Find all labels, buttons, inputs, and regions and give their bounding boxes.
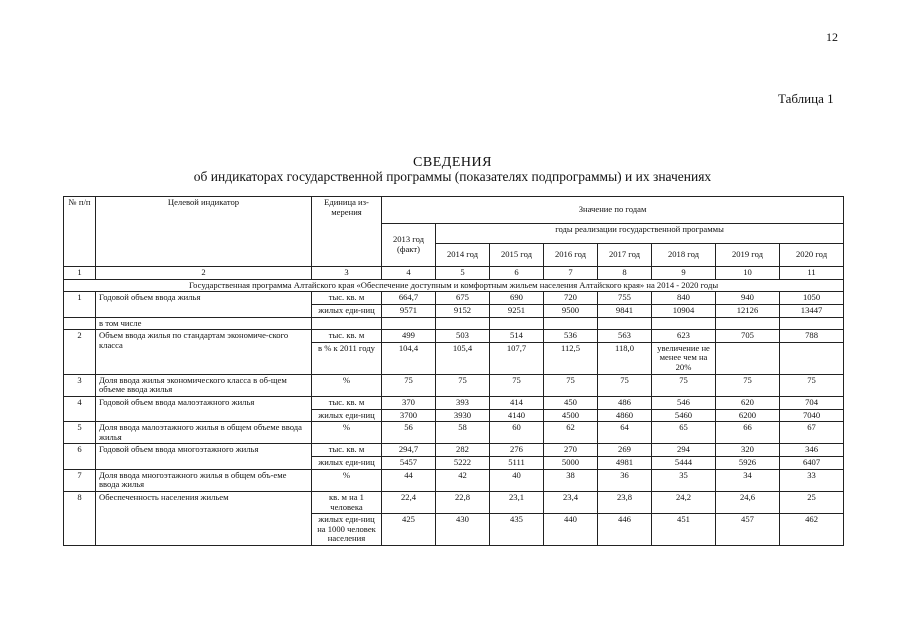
value-cell (652, 317, 716, 330)
page-number: 12 (826, 30, 838, 44)
value-cell: 35 (652, 469, 716, 491)
value-cell (716, 342, 780, 374)
indicator-name: в том числе (96, 317, 312, 330)
header-year: 2018 год (652, 244, 716, 267)
unit-cell: жилых еди-ниц (312, 304, 382, 317)
column-number: 7 (544, 267, 598, 280)
value-cell: 450 (544, 396, 598, 409)
value-cell: 40 (490, 469, 544, 491)
value-cell: 5457 (382, 457, 436, 470)
value-cell: 10904 (652, 304, 716, 317)
unit-cell: тыс. кв. м (312, 330, 382, 343)
unit-cell (312, 317, 382, 330)
row-number: 8 (64, 491, 96, 545)
value-cell: 105,4 (436, 342, 490, 374)
value-cell (544, 317, 598, 330)
value-cell: 22,4 (382, 491, 436, 513)
value-cell: 840 (652, 292, 716, 305)
header-year: 2017 год (598, 244, 652, 267)
header-indicator: Целевой индикатор (96, 197, 312, 267)
indicator-name: Годовой объем ввода жилья (96, 292, 312, 317)
value-cell: 446 (598, 514, 652, 546)
value-cell: 3700 (382, 409, 436, 422)
unit-cell: жилых еди-ниц (312, 409, 382, 422)
value-cell (490, 317, 544, 330)
value-cell: 320 (716, 444, 780, 457)
value-cell (716, 317, 780, 330)
value-cell: 65 (652, 422, 716, 444)
value-cell: 33 (780, 469, 844, 491)
value-cell: 4140 (490, 409, 544, 422)
value-cell: 112,5 (544, 342, 598, 374)
value-cell: 13447 (780, 304, 844, 317)
value-cell: 75 (490, 374, 544, 396)
column-number: 5 (436, 267, 490, 280)
unit-cell: жилых еди-ниц (312, 457, 382, 470)
indicator-name: Обеспеченность населения жильем (96, 491, 312, 545)
program-row (64, 279, 844, 292)
document-subtitle: об индикаторах государственной программы (показателях подпрограммы) и их значениях (193, 169, 712, 184)
row-number: 2 (64, 330, 96, 375)
value-cell: 788 (780, 330, 844, 343)
value-cell: 294 (652, 444, 716, 457)
value-cell: 75 (436, 374, 490, 396)
unit-cell: тыс. кв. м (312, 292, 382, 305)
value-cell: 24,2 (652, 491, 716, 513)
header-year: 2019 год (716, 244, 780, 267)
value-cell: 546 (652, 396, 716, 409)
value-cell: 9500 (544, 304, 598, 317)
value-cell (382, 317, 436, 330)
value-cell: 12126 (716, 304, 780, 317)
row-number (64, 317, 96, 330)
value-cell: 664,7 (382, 292, 436, 305)
value-cell: 5111 (490, 457, 544, 470)
value-cell: 499 (382, 330, 436, 343)
value-cell: 3930 (436, 409, 490, 422)
value-cell: 370 (382, 396, 436, 409)
unit-cell: тыс. кв. м (312, 396, 382, 409)
value-cell: 75 (652, 374, 716, 396)
value-cell: 675 (436, 292, 490, 305)
unit-cell: в % к 2011 году (312, 342, 382, 374)
value-cell: 60 (490, 422, 544, 444)
indicator-name: Доля ввода многоэтажного жилья в общем объ-еме ввода жилья (96, 469, 312, 491)
value-cell (598, 317, 652, 330)
value-cell: 6407 (780, 457, 844, 470)
value-cell: 940 (716, 292, 780, 305)
column-numbers-row (64, 267, 844, 280)
header-year: 2016 год (544, 244, 598, 267)
value-cell: 269 (598, 444, 652, 457)
header-year: 2014 год (436, 244, 490, 267)
value-cell: 270 (544, 444, 598, 457)
indicator-row (64, 317, 844, 330)
column-number: 3 (312, 267, 382, 280)
value-cell: 75 (780, 374, 844, 396)
indicator-row (64, 330, 844, 343)
column-number: 2 (96, 267, 312, 280)
column-number: 11 (780, 267, 844, 280)
value-cell: 1050 (780, 292, 844, 305)
value-cell: 64 (598, 422, 652, 444)
value-cell: 66 (716, 422, 780, 444)
indicator-name: Доля ввода жилья экономического класса в об-щем объеме ввода жилья (96, 374, 312, 396)
indicator-name: Годовой объем ввода многоэтажного жилья (96, 444, 312, 469)
unit-cell: жилых еди-ниц на 1000 человек населения (312, 514, 382, 546)
table-label: Таблица 1 (778, 91, 834, 106)
unit-cell: % (312, 469, 382, 491)
row-number: 6 (64, 444, 96, 469)
value-cell: 9841 (598, 304, 652, 317)
header-year: 2015 год (490, 244, 544, 267)
value-cell: 9571 (382, 304, 436, 317)
value-cell: 23,4 (544, 491, 598, 513)
row-number: 4 (64, 396, 96, 421)
value-cell: 282 (436, 444, 490, 457)
header-values-by-year: Значение по годам (382, 197, 844, 224)
value-cell: 4860 (598, 409, 652, 422)
value-cell: 23,1 (490, 491, 544, 513)
column-number: 9 (652, 267, 716, 280)
value-cell: 118,0 (598, 342, 652, 374)
indicators-table (63, 196, 844, 546)
value-cell: 4500 (544, 409, 598, 422)
program-title: Государственная программа Алтайского края «Обеспечение доступным и комфортным жильем населения Алтайского края» на 2014 - 2020 годы (64, 279, 844, 292)
unit-cell: % (312, 374, 382, 396)
value-cell: 704 (780, 396, 844, 409)
value-cell: 107,7 (490, 342, 544, 374)
value-cell: 67 (780, 422, 844, 444)
value-cell: 276 (490, 444, 544, 457)
value-cell: 425 (382, 514, 436, 546)
value-cell: 42 (436, 469, 490, 491)
indicator-row (64, 444, 844, 457)
value-cell: 486 (598, 396, 652, 409)
value-cell: 44 (382, 469, 436, 491)
value-cell: 755 (598, 292, 652, 305)
value-cell: 6200 (716, 409, 780, 422)
value-cell: 24,6 (716, 491, 780, 513)
value-cell: 23,8 (598, 491, 652, 513)
value-cell: 9152 (436, 304, 490, 317)
value-cell: 7040 (780, 409, 844, 422)
table-body (64, 267, 844, 546)
value-cell: 38 (544, 469, 598, 491)
value-cell: 9251 (490, 304, 544, 317)
value-cell: 34 (716, 469, 780, 491)
header-base-year: 2013 год (факт) (382, 224, 436, 267)
header-number: № п/п (64, 197, 96, 267)
value-cell: 5460 (652, 409, 716, 422)
unit-cell: % (312, 422, 382, 444)
value-cell: 75 (544, 374, 598, 396)
indicator-row (64, 469, 844, 491)
value-cell: 514 (490, 330, 544, 343)
value-cell: 5926 (716, 457, 780, 470)
value-cell: 536 (544, 330, 598, 343)
value-cell: 346 (780, 444, 844, 457)
column-number: 8 (598, 267, 652, 280)
unit-cell: тыс. кв. м (312, 444, 382, 457)
row-number: 3 (64, 374, 96, 396)
value-cell: 563 (598, 330, 652, 343)
unit-cell: кв. м на 1 человека (312, 491, 382, 513)
row-number: 1 (64, 292, 96, 317)
value-cell: 503 (436, 330, 490, 343)
indicator-row (64, 491, 844, 513)
header-implementation-years: годы реализации государственной программы (436, 224, 844, 244)
value-cell: 75 (598, 374, 652, 396)
value-cell: 5000 (544, 457, 598, 470)
value-cell (780, 317, 844, 330)
header-unit: Единица из-мерения (312, 197, 382, 267)
value-cell: 62 (544, 422, 598, 444)
value-cell: 56 (382, 422, 436, 444)
column-number: 4 (382, 267, 436, 280)
indicator-name: Годовой объем ввода малоэтажного жилья (96, 396, 312, 421)
header-year: 2020 год (780, 244, 844, 267)
indicator-row (64, 374, 844, 396)
indicator-row (64, 292, 844, 305)
value-cell: 75 (382, 374, 436, 396)
value-cell: 623 (652, 330, 716, 343)
indicator-row (64, 396, 844, 409)
row-number: 5 (64, 422, 96, 444)
value-cell: 393 (436, 396, 490, 409)
value-cell: 58 (436, 422, 490, 444)
value-cell: 435 (490, 514, 544, 546)
column-number: 10 (716, 267, 780, 280)
indicator-name: Доля ввода малоэтажного жилья в общем объеме ввода жилья (96, 422, 312, 444)
value-cell: 294,7 (382, 444, 436, 457)
value-cell (436, 317, 490, 330)
value-cell: 705 (716, 330, 780, 343)
value-cell: увеличение не менее чем на 20% (652, 342, 716, 374)
value-cell (780, 342, 844, 374)
value-cell: 457 (716, 514, 780, 546)
indicator-name: Объем ввода жилья по стандартам экономиче-ского класса (96, 330, 312, 375)
value-cell: 104,4 (382, 342, 436, 374)
value-cell: 451 (652, 514, 716, 546)
value-cell: 25 (780, 491, 844, 513)
value-cell: 720 (544, 292, 598, 305)
indicator-row (64, 422, 844, 444)
value-cell: 690 (490, 292, 544, 305)
value-cell: 75 (716, 374, 780, 396)
value-cell: 430 (436, 514, 490, 546)
value-cell: 36 (598, 469, 652, 491)
value-cell: 414 (490, 396, 544, 409)
document-title: СВЕДЕНИЯ (413, 155, 492, 170)
value-cell: 5444 (652, 457, 716, 470)
value-cell: 620 (716, 396, 780, 409)
column-number: 6 (490, 267, 544, 280)
column-number: 1 (64, 267, 96, 280)
value-cell: 440 (544, 514, 598, 546)
value-cell: 4981 (598, 457, 652, 470)
table-header (64, 197, 844, 267)
value-cell: 5222 (436, 457, 490, 470)
row-number: 7 (64, 469, 96, 491)
value-cell: 22,8 (436, 491, 490, 513)
value-cell: 462 (780, 514, 844, 546)
